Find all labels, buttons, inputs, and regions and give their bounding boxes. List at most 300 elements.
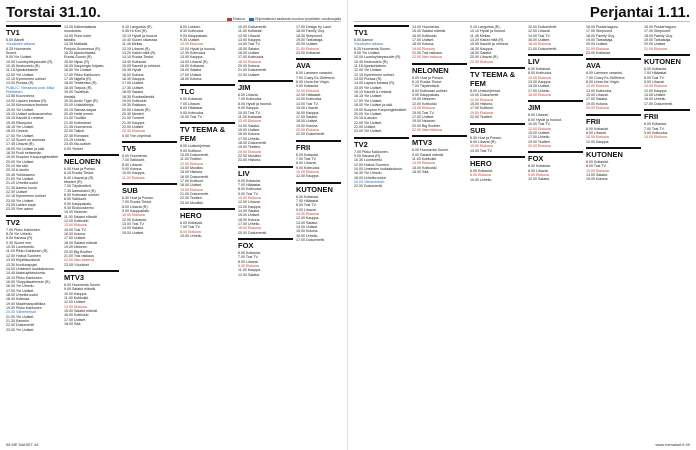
- programme-entry: 6.00 Kotiasiat.: [586, 159, 609, 164]
- programme-entry: 17.00 Yle Uutiset.: [6, 288, 35, 293]
- programme-entry: 20.00 Elokuva: [238, 149, 261, 154]
- programme-entry: 20.00 Lihavat (R).: [470, 55, 499, 60]
- programme-entry: 16.00 Puutarhaguru.: [644, 25, 677, 29]
- programme-entry: 23.00 Historia.: [238, 158, 262, 163]
- programme-entry: 8.00 Tosi TV.: [586, 164, 607, 169]
- programme-entry: 18.00 Uutiset.: [180, 183, 203, 188]
- programme-entry: 12.15 Lihavat (R).: [122, 46, 151, 51]
- programme-entry: 12.00 Kauppa.: [586, 139, 610, 144]
- programme-entry: 10.00 Dokumentit.: [528, 25, 558, 29]
- channel-heading: FOX: [238, 238, 293, 250]
- programme-entry: 16.00 Dokumentti.: [180, 174, 210, 179]
- channel-heading: KUTONEN: [296, 182, 341, 194]
- channel-heading: TV TEEMA & FEM: [180, 122, 235, 143]
- channel-heading: TV TEEMA & FEM: [470, 67, 525, 88]
- programme-entry: 16.30 Yle Urheilu.: [6, 284, 35, 289]
- programme-entry: 8.00 Kotimaan uutiset.: [64, 193, 100, 198]
- programme-entry: 14.00 Puhe tulee: [64, 33, 92, 38]
- programme-entry: 15.50 Nipsu (R).: [64, 59, 91, 64]
- programme-entry: 17.00 Yle Uutiset.: [354, 98, 383, 103]
- programme-entry: 6.40 Lihavat ja (R).: [64, 175, 95, 180]
- programme-entry: 22.00 Dokumentti.: [296, 132, 326, 137]
- programme-entry: 22.45 Romaani: [64, 133, 89, 138]
- programme-entry: 17.00 Uutiset.: [122, 81, 145, 86]
- programme-entry: 7.00 Tosi TV.: [644, 126, 665, 131]
- programme-entry: 6.00 Aamun: [354, 38, 374, 42]
- programme-entry: 18.00 Sää.: [412, 169, 430, 174]
- programme-entry: 6.00 Kotiasiat.: [180, 97, 203, 102]
- programme-entry: 21.00 Tosi rakkaus.: [412, 51, 443, 56]
- programme-entry: 19.00 Elokuva: [180, 187, 203, 192]
- programme-entry: 12.00 Kauppa.: [296, 174, 320, 179]
- programme-entry: 10.00 Elokuva: [296, 212, 319, 216]
- programme-entry: 11.00 Teatteri.: [180, 157, 203, 162]
- programme-entry: 15.00 Historia.: [180, 170, 204, 175]
- programme-entry: Pohjois-Suomessa (R).: [64, 46, 101, 51]
- programme-entry: 8.00 Lihavat.: [586, 130, 607, 135]
- programme-entry: 6.00 Kotiasiat.: [296, 194, 319, 199]
- programme-entry: 15.00 Uutiset.: [238, 213, 261, 218]
- programme-entry: 10.00 Nelonen.: [412, 97, 437, 102]
- programme-entry: 8.00 Lihavat.: [238, 259, 259, 264]
- programme-entry: 19.00 Kotona.: [296, 123, 319, 128]
- programme-entry: 9.00 Kanava (R).: [354, 153, 382, 158]
- programme-entry: 18.30 Ruokaelämää: [122, 94, 155, 99]
- programme-entry: 23.45 Ilta-uutiset: [64, 142, 91, 147]
- programme-entry: 21.00 Tosi rakkaus: [64, 253, 94, 258]
- programme-entry: 7.00 Hääasiat.: [238, 182, 262, 187]
- programme-entry: 10.00 Urheilu.: [180, 234, 203, 239]
- programme-entry: 18.00 Salatut.: [470, 51, 493, 56]
- programme-entry: 9.00 Elokuva: [528, 172, 549, 177]
- programme-entry: 6.15 Ruoka Tiedot.: [412, 80, 443, 85]
- programme-entry: 23.05 Lasten sarja: [6, 203, 36, 208]
- programme-entry: 17.00 Urheilu.: [528, 135, 551, 140]
- programme-entry: 14.00 Salatut.: [122, 226, 145, 231]
- programme-entry: 17.30 Uutiset.: [122, 85, 145, 90]
- programme-entry: 8.00 Kotimaan uutiset.: [412, 88, 448, 93]
- programme-entry: 21.00 Yle Uutiset.: [6, 314, 35, 319]
- programme-entry: 9.00 Kanava (R).: [6, 236, 34, 241]
- programme-entry: 13.00 Salatut.: [296, 220, 319, 225]
- programme-entry: 15.00 Kotona.: [586, 177, 609, 182]
- programme-entry: 8.00 Tosi TV.: [296, 203, 317, 208]
- programme-entry: 22.30 Elokuva: [470, 59, 493, 64]
- programme-entry: 18.00 Elokuva: [238, 59, 261, 64]
- programme-entry: 7.00 Pikku Kakkonen.: [6, 227, 41, 232]
- programme-entry: 18.00 Dokumentti.: [238, 140, 268, 145]
- programme-entry: 19.00 Kotikokki: [122, 98, 147, 103]
- programme-entry: 7.00 Crazy Ex-Girlfriend.: [586, 75, 626, 80]
- programme-entry: 15.05 Kauniit ja rohkeat.: [122, 64, 161, 69]
- legend-item-note: Ohjelmatiedot saattavat muuttua lyhyelläkin varoitusajalla: [249, 17, 341, 21]
- day-title: Perjantai 1.11.: [589, 4, 690, 21]
- programme-entry: 10.00 Elokuva: [238, 196, 261, 200]
- programme-entry: 12.00 Lihavat.: [238, 33, 261, 38]
- programme-entry: 18.00 Urheiluruudut.: [354, 175, 387, 180]
- programme-entry: 9.45 Hi-Kini (R).: [122, 29, 148, 34]
- programme-entry: 17.45 Nigella (R).: [64, 77, 92, 82]
- programme-entry: 18.00 Kotona.: [412, 42, 435, 47]
- programme-entry: 9.00 Yle Uutiset.: [354, 51, 381, 56]
- programme-entry: 6.00 Kotiasiat.: [470, 168, 493, 173]
- programme-entry: 20.00 Elokuva: [528, 143, 551, 148]
- programme-entry: 8.26 Yle Urheilu.: [6, 232, 33, 237]
- programme-entry: 17.00 Dokumentti.: [644, 101, 674, 106]
- programme-entry: 13.00 Kauppa.: [528, 80, 552, 85]
- programme-entry: 8.00 Lukkari.: [180, 25, 201, 29]
- programme-entry: 10.00 Elokuva: [296, 88, 319, 93]
- programme-entry: 16.00 Kotikokki: [64, 313, 89, 318]
- programme-entry: 20.00 Elokuva: [296, 127, 319, 132]
- programme-entry: 22.00 Uutiset.: [238, 72, 261, 77]
- programme-entry: 22.00 Taikuri: [64, 129, 85, 134]
- programme-entry: 6.00 Kotiasiat.: [586, 126, 609, 131]
- programme-entry: 6.00 Kotiasiat.: [644, 122, 667, 127]
- programme-entry: 15.00 Salatut.: [238, 46, 261, 51]
- programme-entry: 22.00 Teatteri.: [180, 196, 203, 201]
- programme-entry: 13.00 Kotiruoka.: [586, 88, 613, 93]
- programme-entry: 13.00 Tosi TV.: [470, 148, 493, 153]
- programme-entry: 16.00 Urheilu.: [296, 233, 319, 238]
- programme-entry: 17.00 Urheilu.: [238, 136, 261, 141]
- programme-entry: 15.00 Tosi TV.: [412, 110, 435, 115]
- programme-entry: Yöuutisten aikana.: [6, 42, 36, 47]
- day-title: Torstai 31.10.: [6, 4, 101, 21]
- programme-entry: Yöuutisten aikana.: [354, 42, 384, 47]
- programme-entry: 6.00 Kotiasiat.: [528, 164, 551, 169]
- programme-entry: 15.35 Hyvät: [122, 68, 142, 73]
- programme-entry: taksilla.: [64, 38, 76, 43]
- programme-entry: 20.15 A-studio.: [354, 116, 378, 121]
- programme-entry: 10.45 Keskustelu (R).: [6, 64, 41, 69]
- programme-entry: 12.00 Kauppa.: [644, 88, 668, 93]
- programme-entry: 23.15 Urheilu: [64, 137, 86, 142]
- programme-entry: 8.00 Hyvät ja huonot.: [528, 117, 562, 122]
- programme-entry: 19.00 Kotona.: [586, 101, 609, 106]
- programme-entry: 16.00 Kotikokki.: [412, 165, 438, 170]
- programme-entry: 12.30 Kotiruoka.: [180, 51, 207, 56]
- programme-entry: 22.30 Elokuva: [122, 129, 145, 134]
- programme-entry: 17.00 Kulttuuri.: [470, 106, 495, 111]
- programme-entry: 6.25 Huomenta: [6, 46, 31, 51]
- programme-entry: 18.00 Elokuva: [528, 93, 551, 98]
- programme-entry: 8.00 Elokuva: [180, 229, 201, 234]
- programme-entry: 10.45 Keskustelu (R).: [354, 59, 389, 64]
- programme-entry: 18.00 Sää.: [64, 321, 82, 326]
- programme-entry: 17.00 Kulttuuri.: [180, 178, 205, 183]
- programme-entry: 12.00 Hääasiat.: [296, 93, 322, 98]
- programme-entry: 17.00 Salatut.: [296, 114, 319, 119]
- programme-entry: 16.30 Kauppa.: [122, 77, 146, 82]
- programme-entry: 23.00 Yle Uutiset.: [6, 327, 35, 332]
- programme-entry: 12.15 Kymmenen uutiset: [6, 77, 46, 82]
- programme-entry: 10.30 Luontoretki.: [6, 245, 35, 250]
- page-footer: [6, 442, 341, 447]
- programme-entry: 0.00 Yön ohjelmat: [122, 133, 151, 138]
- programme-entry: 20.00 Lihavat (R).: [122, 107, 151, 112]
- programme-entry: 14.00 Lihavat (R).: [180, 59, 209, 64]
- programme-entry: 20.00 Uutiset.: [644, 42, 667, 47]
- programme-entry: 10.00 Tosi TV.: [528, 122, 551, 127]
- schedule-columns: [354, 25, 690, 439]
- programme-entry: 20.00 Big Brother: [64, 249, 92, 254]
- programme-entry: Ruotsi-Suomi (R).: [64, 55, 93, 60]
- programme-entry: 12.00 Lihavat.: [238, 200, 261, 205]
- programme-entry: 15.00 Salatut elämät.: [412, 29, 446, 34]
- programme-entry: 16.25 Onnela: [6, 129, 28, 134]
- programme-entry: 23.00 Yle Uutiset.: [354, 129, 383, 134]
- programme-entry: 17.00 Simpsonit.: [586, 29, 613, 34]
- programme-entry: 6.00 Huvi ja Ponssi.: [412, 75, 444, 80]
- page-header: [354, 4, 690, 22]
- programme-entry: 13.20 Kaikki mitä (R).: [122, 51, 157, 56]
- programme-entry: 20.00 Yle Uutiset.: [6, 159, 35, 164]
- programme-entry: 16.00 Ylioppilasaiheisto (R).: [6, 279, 51, 284]
- programme-entry: 16.30 Yle Urheilu.: [354, 171, 383, 176]
- programme-entry: 20.00 Dokumentti.: [238, 230, 268, 235]
- programme-entry: 9.10 Langoista (R).: [122, 25, 153, 29]
- programme-entry: PUBLIC: Vieraassa ovat: Mika Pietiläinen: [6, 85, 55, 95]
- programme-entry: 16.05 Kaupungin kirjasto.: [64, 64, 105, 69]
- programme-entry: 7.00 Tosi TV.: [296, 156, 317, 161]
- programme-entry: 12.00 Yle Uutiset.: [354, 68, 383, 73]
- programme-entry: 18.40 Kotimaa: [6, 297, 30, 302]
- schedule-column: [6, 25, 61, 439]
- programme-entry: 9.00 Elokuva: [238, 264, 259, 269]
- programme-entry: 12.00 Hyvät ja huonot.: [180, 46, 216, 51]
- programme-entry: 18.00 Salatut elämät: [64, 240, 97, 245]
- programme-entry: 14.00 Tosi TV.: [296, 101, 319, 106]
- programme-entry: 19.00 Nelonen: [64, 245, 88, 250]
- programme-entry: 10.10 Hyvät ja huonot.: [470, 29, 506, 34]
- programme-entry: 20.45 Ykkösaamu: [6, 172, 35, 177]
- channel-heading: TV1: [354, 25, 409, 37]
- programme-entry: 10.00 Elokuva: [528, 75, 551, 80]
- programme-entry: 8.00 Kotiruoka.: [238, 187, 263, 192]
- channel-heading: NELONEN: [412, 63, 467, 75]
- programme-entry: 21.30 Aamun kuvia: [6, 185, 37, 190]
- programme-entry: 7.00 Kotiruoka.: [238, 97, 263, 102]
- programme-entry: 13.00 Purkaa (R).: [6, 81, 35, 86]
- programme-entry: 12.00 Kauppa.: [296, 216, 320, 221]
- programme-entry: 15.00 Kotiasiat.: [180, 64, 205, 69]
- programme-entry: 10.00 Tosi TV.: [238, 110, 261, 115]
- programme-entry: 7.00 Lihavat.: [180, 101, 201, 106]
- programme-entry: 14.00 Lapsen kanssa (R).: [6, 98, 48, 103]
- programme-entry: 15.15 Kauniit & rohkeat: [6, 116, 44, 121]
- programme-entry: 10.00 Nelonen: [64, 210, 88, 215]
- programme-entry: 11.00 Kotiasiat.: [238, 114, 263, 119]
- programme-entry: 7.00 Ruoka Tiedot.: [122, 200, 153, 205]
- programme-entry: 7.00 Hääasiat.: [644, 71, 668, 76]
- programme-entry: 13.00 Elokuva: [64, 223, 87, 228]
- programme-entry: 19.30 Arctic Tiger (R).: [64, 98, 99, 103]
- channel-heading: NELONEN: [64, 154, 119, 166]
- programme-entry: 8.00 Lihavat.: [296, 161, 317, 166]
- programme-entry: 7.00 Tosi TV.: [180, 225, 201, 230]
- programme-entry: 15.00 Yle Uutiset.: [354, 85, 383, 90]
- programme-entry: 12.00 Yle Uutiset.: [6, 72, 35, 77]
- programme-entry: 10.00 Elokuva: [180, 42, 203, 47]
- page-header: [6, 4, 341, 22]
- programme-entry: 20.00 Vähemmistö.: [354, 179, 385, 184]
- programme-entry: 11.00 Pikku Kakkonen (R).: [6, 249, 49, 254]
- programme-entry: 9.30 Suomi mm.: [6, 240, 33, 245]
- programme-entry: 11.15 Ajankohtainen.: [354, 64, 388, 69]
- schedule-column: [586, 25, 641, 439]
- programme-entry: 15.00 Uutiset.: [122, 230, 145, 235]
- programme-entry: 20.00 Kotona.: [238, 64, 261, 69]
- programme-entry: 20.00 Vähemmistö: [6, 310, 36, 315]
- programme-entry: 15.05 Kauniit ja rohkeat.: [470, 42, 509, 47]
- programme-entry: 9.00 Yle Uutiset.: [6, 55, 33, 60]
- programme-entry: 15.00 Lihavat.: [296, 106, 319, 111]
- programme-entry: 19.30 Pikku Kakkonen: [6, 305, 42, 310]
- programme-entry: 6.00 Lihavat.: [528, 113, 549, 118]
- programme-entry: 10.00 Luontoyhteysuudet (R).: [354, 55, 402, 60]
- programme-entry: 21.00 Dokumentti.: [238, 68, 268, 73]
- programme-entry: Suomi.: [6, 51, 18, 56]
- programme-entry: 16.00 Kauppa.: [296, 110, 320, 115]
- programme-entry: 13.30 Kaikenlaisista: [64, 25, 96, 29]
- programme-entry: 8.00 Lihavat.: [122, 162, 143, 167]
- programme-entry: 10.30 Luontoretki.: [354, 158, 383, 163]
- programme-entry: 8.00 Uutisohjelmat.: [180, 144, 211, 149]
- programme-entry: 13.00 Purkaa (R).: [354, 77, 383, 82]
- channel-heading: AVA: [296, 58, 341, 70]
- programme-entry: 8.00 Lihavat.: [528, 168, 549, 173]
- programme-entry: 22.15 Kymmenen uutiset: [6, 194, 46, 199]
- programme-entry: 18.00 Salatut: [122, 90, 144, 95]
- programme-entry: 18.00 Elokuva: [238, 226, 261, 231]
- programme-entry: 6.00 Huomenta Suomi.: [64, 282, 101, 287]
- programme-entry: 19.00 Tarkastaja.: [296, 38, 324, 43]
- programme-entry: 0.00 Yleiset: [64, 146, 83, 151]
- programme-entry: 19.00 Elokuva: [412, 46, 435, 51]
- programme-entry: 21.20 Urheiluruudut: [6, 181, 38, 186]
- programme-entry: 6.00 Kotiasiat.: [238, 178, 261, 183]
- programme-entry: 9.10 Langoista (R).: [470, 25, 501, 29]
- programme-entry: 23.55 Yöuutiset: [64, 262, 89, 267]
- programme-entry: 12.00 Lihavat.: [528, 29, 551, 34]
- programme-entry: 17.00 Yle Uutiset.: [6, 133, 35, 138]
- programme-entry: 13.00 Tosi TV.: [122, 222, 145, 227]
- programme-entry: 9.00 Salatut elämät.: [64, 287, 96, 292]
- programme-entry: 6.00 Lammen varastot.: [296, 71, 333, 76]
- programme-entry: 22.00 Illan elokuva: [412, 55, 442, 60]
- programme-entry: 14.00 Huomenta.: [412, 25, 440, 29]
- programme-entry: 10.00 Kauppa.: [64, 291, 88, 296]
- programme-entry: 7.00 Crazy Ex-Girlfriend.: [296, 75, 336, 80]
- programme-entry: 8.30 Kotiruoka.: [180, 29, 205, 34]
- programme-entry: 23.00 Musiikki.: [180, 200, 204, 205]
- programme-entry: 21.00 Elokuva: [296, 46, 319, 51]
- programme-entry: 12.00 Elokuva: [528, 126, 551, 131]
- programme-entry: 12.00 Uutiset.: [64, 300, 87, 305]
- programme-entry: 15.00 Yle Uutiset.: [6, 107, 35, 112]
- schedule-column: [180, 25, 235, 439]
- programme-entry: 13.00 Elokuva: [412, 106, 435, 111]
- programme-entry: 9.00 Kotiruoka.: [644, 130, 669, 135]
- programme-entry: 14.00 Unelmien luokkakokous: [6, 266, 54, 271]
- programme-entry: 22.00 Dokumentit.: [354, 184, 384, 189]
- channel-heading: TV2: [6, 215, 61, 227]
- programme-entry: 15.00 Historia.: [470, 102, 494, 107]
- programme-entry: 6.00 Kotiasiat.: [296, 152, 319, 157]
- programme-entry: 15.00 Tosi TV: [64, 227, 86, 232]
- programme-entry: 20.00 Yle Uutiset.: [354, 111, 383, 116]
- programme-entry: 16.00 Kotona: [64, 232, 86, 237]
- right-page: [348, 0, 696, 450]
- programme-entry: 9.00 Lihavat.: [296, 207, 317, 212]
- programme-entry: 17.00 Simpsonit.: [644, 29, 671, 34]
- programme-entry: 10.00 Elokuva: [296, 169, 319, 174]
- programme-entry: 6.00 Ääneti: [6, 38, 25, 42]
- programme-entry: 17.00 Urheilu.: [238, 222, 261, 227]
- programme-entry: 8.00 Kotiruoka.: [528, 71, 553, 76]
- programme-entry: 17.00 Pikku Kakkonen.: [64, 72, 101, 77]
- programme-entry: 14.00 Tosi TV.: [528, 33, 551, 38]
- programme-entry: 8.00 Hääasiat.: [180, 106, 204, 111]
- channel-heading: AVA: [586, 58, 641, 70]
- programme-entry: 14.45 Maksuyhteiskunta: [6, 271, 45, 276]
- programme-entry: 13.00 Elokuva: [64, 304, 87, 309]
- programme-entry: 16.00 Kotona.: [238, 132, 261, 137]
- programme-entry: 10.00 Dokumentit.: [238, 25, 268, 29]
- programme-entry: 19.00 Maailmanpolitiikka: [6, 301, 46, 306]
- programme-entry: 17.15 Suomi on asemaa: [6, 137, 45, 142]
- programme-entry: 14.00 Tosi TV.: [238, 42, 261, 47]
- programme-entry: 15.00 Salatut elämät.: [64, 308, 98, 313]
- programme-entry: 20.45 Hetki ennen: [64, 111, 94, 116]
- channel-heading: TV2: [354, 137, 409, 149]
- schedule-column: [64, 25, 119, 439]
- programme-entry: 8.00 Uutisohjelmat.: [470, 89, 501, 94]
- channel-heading: FOX: [528, 151, 583, 163]
- programme-entry: 7.00 Pikku Kakkonen.: [354, 149, 389, 154]
- programme-entry: 12.00 Kotikokki.: [412, 101, 438, 106]
- schedule-column: [238, 25, 293, 439]
- programme-entry: 13.20 Kaikki mitä (R).: [470, 38, 505, 43]
- programme-entry: 19.00 Tavallisia: [64, 90, 89, 95]
- programme-entry: 12.00 Kotiasiat.: [122, 217, 147, 222]
- programme-entry: 7.30 Aamukahvi (R).: [64, 188, 97, 193]
- programme-entry: 14.00 Musiikki.: [180, 165, 204, 170]
- programme-entry: 6.00 Huomenta Suomi.: [412, 148, 449, 153]
- programme-entry: 18.30 Puoli seitsemän.: [6, 150, 43, 155]
- programme-entry: 10.00 Elokuva: [122, 213, 145, 218]
- programme-entry: 20.10 Ilta sää.: [6, 163, 29, 168]
- programme-entry: 18.00 Family Guy.: [586, 33, 615, 38]
- channel-heading: MTV3: [412, 135, 467, 147]
- programme-entry: 21.00 Yle Uutiset.: [6, 177, 35, 181]
- programme-entry: 14.00 Uutiset.: [296, 225, 319, 230]
- programme-entry: 21.00 Dokumentti.: [528, 46, 558, 51]
- programme-entry: 16.50 Yle Uutiset.: [64, 68, 93, 73]
- programme-entry: 11.00 Elokuva: [122, 175, 145, 180]
- programme-entry: Mesteri (R).: [64, 180, 83, 184]
- schedule-column: [644, 25, 690, 439]
- programme-entry: 18.30 Simpsonit.: [296, 33, 323, 38]
- programme-entry: 17.00 Kotiruoka.: [238, 55, 265, 60]
- programme-entry: 14.10 Ruoka Tiedot.: [122, 55, 155, 60]
- channel-heading: TLC: [180, 84, 235, 96]
- channel-heading: FRII: [586, 114, 641, 126]
- programme-entry: 23.00 Yle Uutiset.: [6, 198, 35, 203]
- programme-entry: 14.00 Salatut.: [238, 209, 261, 214]
- programme-entry: muodoista.: [64, 29, 82, 34]
